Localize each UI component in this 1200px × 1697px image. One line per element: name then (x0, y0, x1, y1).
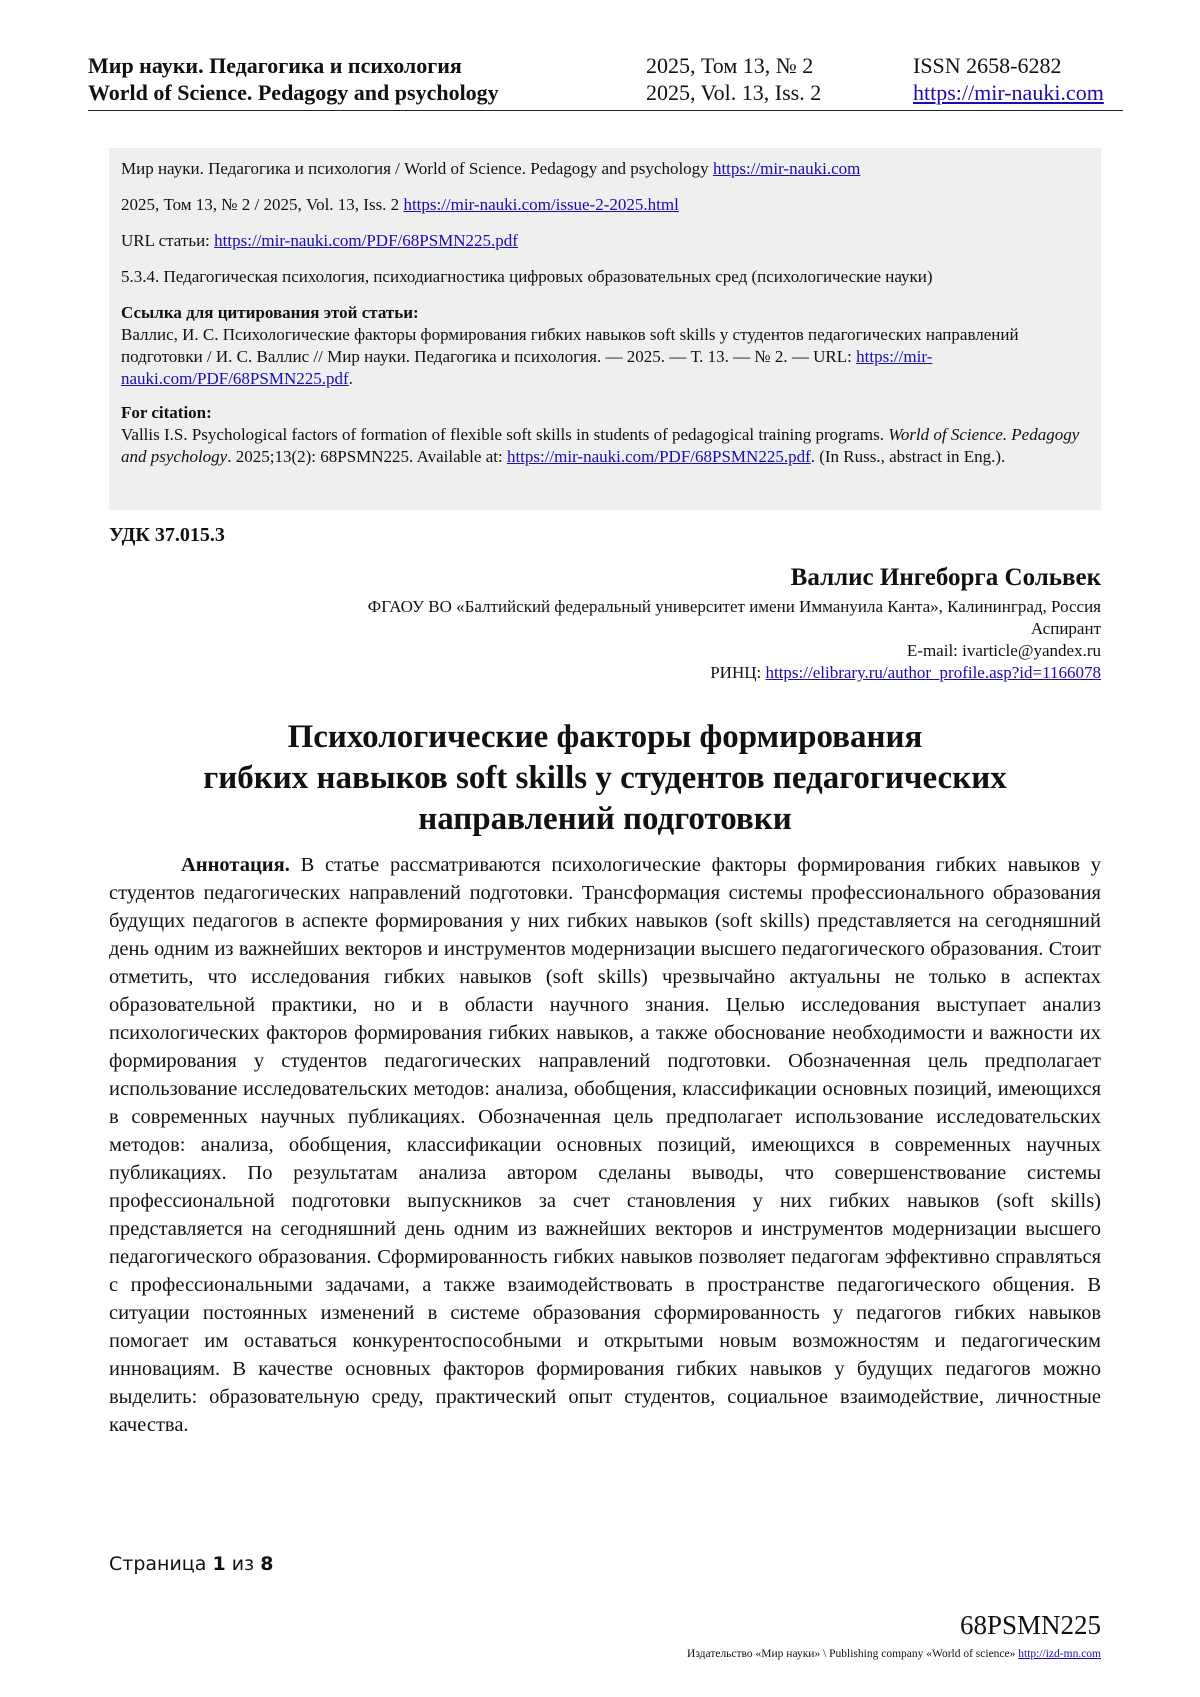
issue-line (121, 194, 1089, 216)
author-affiliation: ФГАОУ ВО «Балтийский федеральный университет имени Иммануила Канта», Калининград, Россия (367, 597, 1101, 616)
article-title (109, 717, 1101, 840)
running-header (88, 52, 1123, 111)
site-link[interactable]: https://mir-nauki.com (913, 80, 1104, 105)
issue-en: 2025, Vol. 13, Iss. 2 (646, 80, 822, 105)
issue-line-text: 2025, Том 13, № 2 / 2025, Vol. 13, Iss. 2 (121, 195, 404, 214)
publisher-line (687, 1648, 1101, 1660)
page-prefix: Страница (109, 1553, 213, 1575)
title-line-3: направлений подготовки (418, 801, 792, 837)
citation-en-journal: World of Science. Pedagogy and psychology (121, 425, 1080, 466)
citation-ru (121, 302, 1089, 390)
citation-en (121, 402, 1089, 468)
citation-ru-link[interactable]: https://mir-nauki.com/PDF/68PSMN225.pdf (121, 347, 933, 388)
issn: ISSN 2658-6282 (913, 53, 1062, 78)
specialty-line: 5.3.4. Педагогическая психология, психодиагностика цифровых образовательных сред (психологические науки) (121, 267, 933, 286)
journal-line (121, 158, 1089, 180)
journal-line-text: Мир науки. Педагогика и психология / World of Science. Pedagogy and psychology (121, 159, 713, 178)
abstract (109, 851, 1101, 1439)
author-name: Валлис Ингеборга Сольвек (790, 564, 1101, 591)
citation-en-text-3: . (In Russ., abstract in Eng.). (810, 447, 1006, 466)
abstract-text: В статье рассматриваются психологические факторы формирования гибких навыков у студентов педагогических направлений подготовки. Трансформация системы профессионального образования будущих педагогов в аспекте формирования у них гибких навыков (soft skills) представляется на сегодняшний день одним из важнейших векторов и инструментов модернизации высшего педагогического образования. Стоит отметить, что исследования гибких навыков (soft skills) чрезвычайно актуальны не только в аспектах образовательной практики, но и в области научного знания. Целью исследования выступает анализ психологических факторов формирования гибких навыков, а также обоснование необходимости и важности их формирования у студентов педагогических направлений подготовки. Обозначенная цель предполагает использование исследовательских методов: анализа, обобщения, классификации основных позиций, имеющихся в современных научных публикациях. Обозначенная цель предполагает использование исследовательских методов: анализа, обобщения, классификации основных позиций, имеющихся в современных научных публикациях. По результатам анализа автором сделаны выводы, что совершенствование системы профессиональной подготовки выпускников за счет становления у них гибких навыков (soft skills) представляется на сегодняшний день одним из важнейших векторов и инструментов модернизации высшего педагогического образования. Сформированность гибких навыков позволяет педагогам эффективно справляться с профессиональными задачами, а также взаимодействовать в пространстве педагогического общения. В ситуации постоянных изменений в системе образования сформированность у педагогов гибких навыков помогает им оставаться конкурентоспособными и открытыми новым возможностям и педагогическим инновациям. В качестве основных факторов формирования гибких навыков у будущих педагогов можно выделить: образовательную среду, практический опыт студентов, социальное взаимодействие, личностные качества. (109, 854, 1101, 1436)
rinc-label: РИНЦ: (710, 663, 766, 682)
publisher-link[interactable]: http://izd-mn.com (1018, 1648, 1101, 1660)
page-middle: из (225, 1553, 261, 1575)
journal-title-ru: Мир науки. Педагогика и психология (88, 53, 462, 78)
abstract-label: Аннотация. (181, 854, 290, 876)
author-email: E-mail: ivarticle@yandex.ru (906, 641, 1101, 660)
citation-ru-label: Ссылка для цитирования этой статьи: (121, 303, 419, 322)
author-rinc (368, 662, 1101, 684)
article-url-label: URL статьи: (121, 231, 215, 250)
publisher-text: Издательство «Мир науки» \ Publishing company «World of science» (687, 1648, 1019, 1660)
article-code: 68PSMN225 (959, 1610, 1101, 1640)
journal-title-block (88, 52, 499, 106)
article-url-line (121, 230, 1089, 252)
citation-ru-text: Валлис, И. С. Психологические факторы формирования гибких навыков soft skills у студентов педагогических направлений подготовки / И. С. Валлис // Мир науки. Педагогика и психология. — 2025. — Т. 13. — № 2. — URL: (121, 325, 1019, 366)
citation-en-label: For citation: (121, 403, 212, 422)
article-pdf-link[interactable]: https://mir-nauki.com/PDF/68PSMN225.pdf (214, 231, 518, 250)
issue-link[interactable]: https://mir-nauki.com/issue-2-2025.html (403, 195, 679, 214)
issn-block (913, 52, 1104, 106)
author-position: Аспирант (1030, 619, 1101, 638)
page-number (109, 1553, 273, 1575)
rinc-link[interactable]: https://elibrary.ru/author_profile.asp?id=1166078 (765, 663, 1101, 682)
citation-info-box (109, 148, 1101, 510)
citation-en-text: Vallis I.S. Psychological factors of formation of flexible soft skills in students of pedagogical training programs. (121, 425, 889, 444)
issue-ru: 2025, Том 13, № 2 (646, 53, 814, 78)
citation-ru-end: . (348, 369, 353, 388)
title-line-2: гибких навыков soft skills у студентов педагогических (203, 760, 1007, 796)
author-block (368, 562, 1101, 684)
page-total: 8 (260, 1553, 274, 1575)
title-line-1: Психологические факторы формирования (287, 719, 923, 755)
journal-title-en: World of Science. Pedagogy and psychology (88, 80, 499, 105)
journal-link[interactable]: https://mir-nauki.com (712, 159, 861, 178)
udk-code: УДК 37.015.3 (109, 524, 225, 546)
page-current: 1 (212, 1553, 226, 1575)
citation-en-link[interactable]: https://mir-nauki.com/PDF/68PSMN225.pdf (506, 447, 811, 466)
issue-block (646, 52, 821, 106)
citation-en-text-2: . 2025;13(2): 68PSMN225. Available at: (227, 447, 507, 466)
